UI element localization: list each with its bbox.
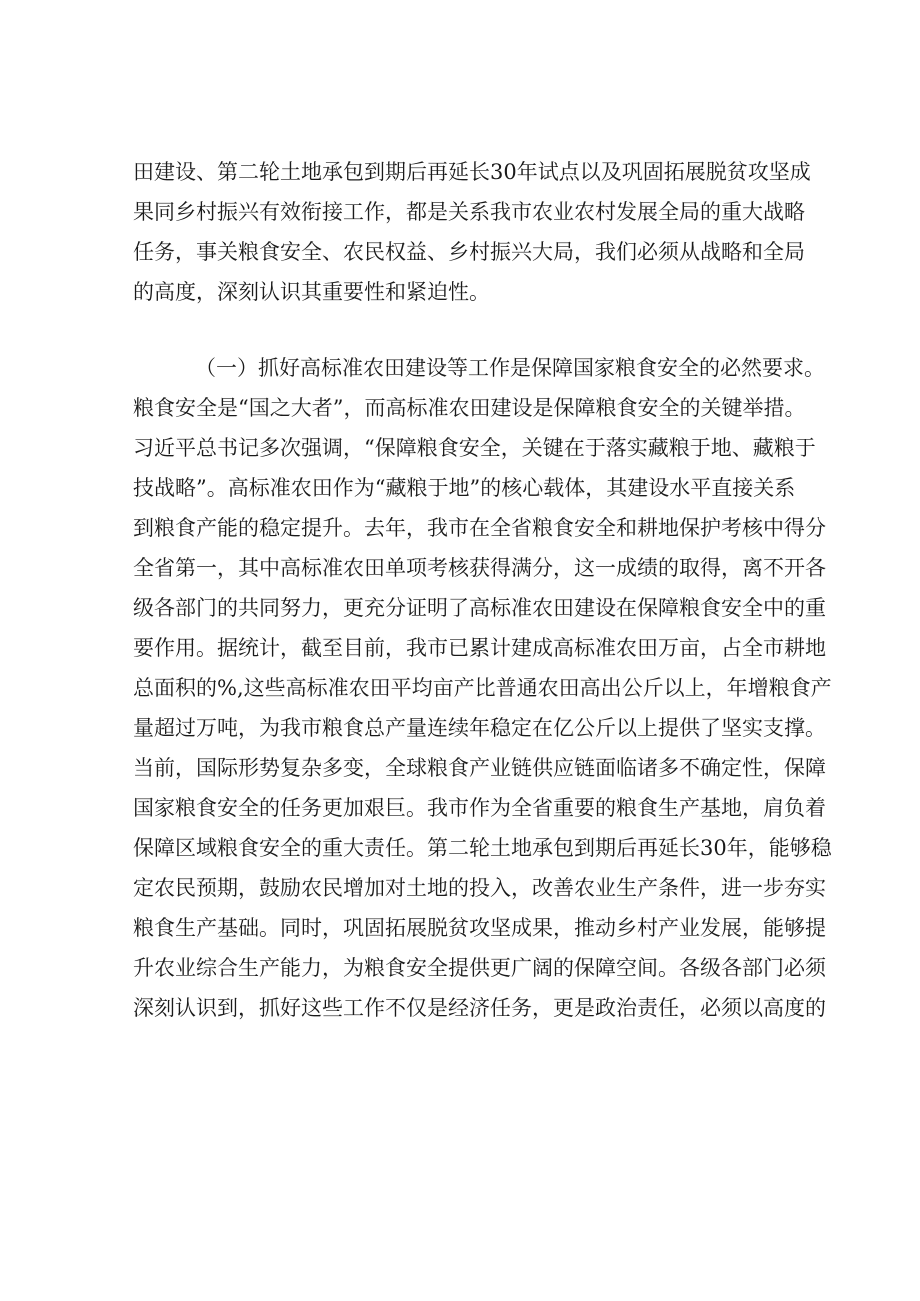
paragraph-line: 粮食安全是“国之大者”，而高标准农田建设是保障粮食安全的关键举措。 [133,396,806,420]
paragraph-line: 当前，国际形势复杂多变，全球粮食产业链供应链面临诸多不确定性，保障 [133,756,826,780]
paragraph-2 [133,348,832,1028]
paragraph-line: 粮食生产基础。同时，巩固拓展脱贫攻坚成果，推动乡村产业发展，能够提 [133,916,826,940]
paragraph-line: 级各部门的共同努力，更充分证明了高标准农田建设在保障粮食安全中的重 [133,596,826,620]
paragraph-line: 田建设、第二轮土地承包到期后再延长30年试点以及巩固拓展脱贫攻坚成 [133,160,811,184]
paragraph-line: 量超过万吨，为我市粮食总产量连续年稳定在亿公斤以上提供了坚实支撑。 [133,716,826,740]
paragraph-line: 的高度，深刻认识其重要性和紧迫性。 [133,280,490,304]
paragraph-line: 总面积的%,这些高标准农田平均亩产比普通农田高出公斤以上，年增粮食产 [133,676,832,700]
paragraph-line: 习近平总书记多次强调，“保障粮食安全，关键在于落实藏粮于地、藏粮于 [133,436,816,460]
paragraph-line: 到粮食产能的稳定提升。去年，我市在全省粮食安全和耕地保护考核中得分 [133,516,826,540]
paragraph-line: 保障区域粮食安全的重大责任。第二轮土地承包到期后再延长30年，能够稳 [133,836,832,860]
paragraph-line: 深刻认识到，抓好这些工作不仅是经济任务，更是政治责任，必须以高度的 [133,996,826,1020]
paragraph-line: 技战略”。高标准农田作为“藏粮于地”的核心载体，其建设水平直接关系 [133,476,796,500]
paragraph-line: 任务，事关粮食安全、农民权益、乡村振兴大局，我们必须从战略和全局 [133,240,805,264]
paragraph-line: 定农民预期，鼓励农民增加对土地的投入，改善农业生产条件，进一步夯实 [133,876,826,900]
section-heading-line: （一）抓好高标准农田建设等工作是保障国家粮食安全的必然要求。 [195,356,825,380]
paragraph-line: 全省第一，其中高标准农田单项考核获得满分，这一成绩的取得，离不开各 [133,556,826,580]
paragraph-line: 果同乡村振兴有效衔接工作，都是关系我市农业农村发展全局的重大战略 [133,200,805,224]
paragraph-line: 要作用。据统计，截至目前，我市已累计建成高标准农田万亩，占全市耕地 [133,636,826,660]
paragraph-1 [133,152,811,312]
paragraph-line: 国家粮食安全的任务更加艰巨。我市作为全省重要的粮食生产基地，肩负着 [133,796,826,820]
paragraph-line: 升农业综合生产能力，为粮食安全提供更广阔的保障空间。各级各部门必须 [133,956,826,980]
